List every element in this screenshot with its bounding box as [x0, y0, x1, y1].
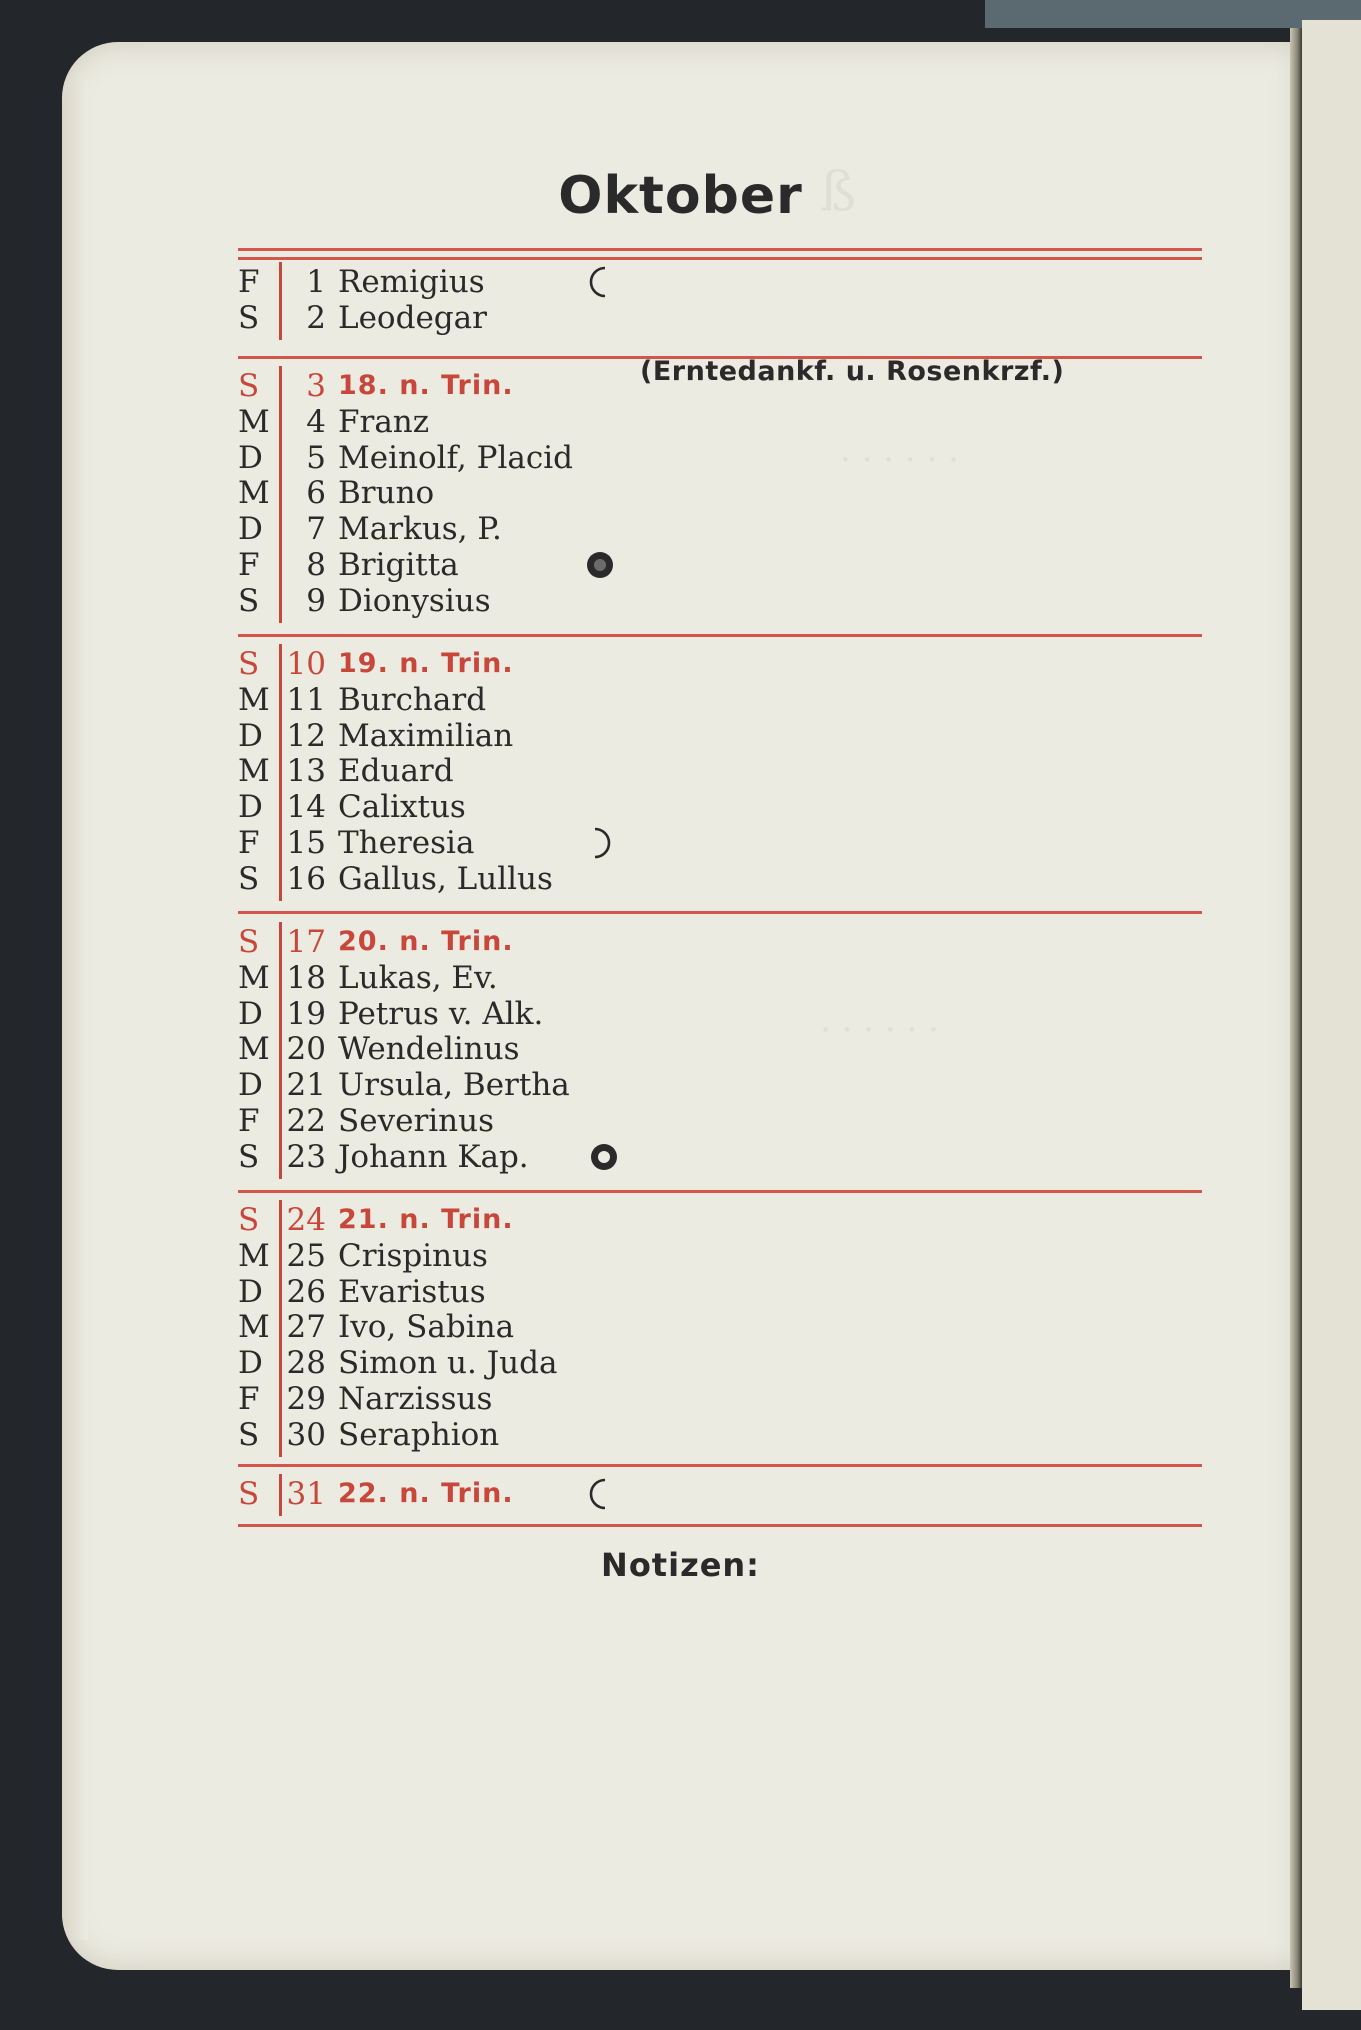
- weekday-letter: M: [238, 753, 270, 790]
- day-number: 18: [286, 959, 326, 996]
- weekday-letter: D: [238, 1345, 263, 1382]
- weekday-letter: S: [238, 1416, 260, 1453]
- saint-name: Leodegar: [338, 299, 487, 336]
- weekday-letter: S: [238, 646, 260, 682]
- saint-name: Ursula, Bertha: [338, 1067, 570, 1104]
- day-number: 31: [286, 1476, 326, 1512]
- day-number: 12: [286, 717, 326, 754]
- first-quarter-icon: [583, 826, 617, 860]
- day-number: 3: [306, 368, 326, 404]
- saint-name: Franz: [338, 403, 430, 440]
- weekday-letter: S: [238, 1476, 260, 1512]
- saint-name: Meinolf, Placid: [338, 439, 573, 476]
- day-number: 30: [286, 1416, 326, 1453]
- day-number: 2: [306, 299, 326, 336]
- saint-name: Ivo, Sabina: [338, 1309, 515, 1346]
- red-divider-rule: [238, 911, 1202, 914]
- weekday-letter: D: [238, 995, 263, 1032]
- saint-name: Calixtus: [338, 789, 466, 826]
- day-number: 11: [286, 681, 326, 718]
- saint-name: Johann Kap.: [338, 1138, 529, 1175]
- weekday-letter: M: [238, 681, 270, 718]
- saint-name: Eduard: [338, 753, 454, 790]
- saint-name: Simon u. Juda: [338, 1345, 558, 1382]
- day-number: 1: [306, 264, 326, 300]
- day-number: 16: [286, 860, 326, 897]
- saint-name: Markus, P.: [338, 511, 502, 548]
- day-number: 14: [286, 789, 326, 826]
- weekday-letter: S: [238, 860, 260, 897]
- sunday-label: 21. n. Trin.: [338, 1204, 514, 1235]
- saint-name: Bruno: [338, 475, 435, 512]
- day-number: 8: [306, 547, 326, 583]
- weekday-letter: D: [238, 789, 263, 826]
- new-moon-icon: [583, 548, 617, 582]
- book-gutter: [1290, 28, 1302, 1988]
- weekday-letter: M: [238, 475, 270, 512]
- saint-name: Petrus v. Alk.: [338, 995, 544, 1032]
- sunday-label: 20. n. Trin.: [338, 926, 514, 957]
- weekday-letter: D: [238, 1273, 263, 1310]
- weekday-letter: F: [238, 264, 260, 300]
- weekday-letter: F: [238, 547, 260, 583]
- weekday-letter: M: [238, 1237, 270, 1274]
- day-number: 22: [286, 1103, 326, 1139]
- day-number: 21: [286, 1067, 326, 1104]
- weekday-letter: S: [238, 1138, 260, 1175]
- saint-name: Gallus, Lullus: [338, 860, 553, 897]
- weekday-letter: F: [238, 825, 260, 861]
- day-number: 15: [286, 825, 326, 861]
- day-number: 28: [286, 1345, 326, 1382]
- saint-name: Brigitta: [338, 547, 459, 583]
- show-through-text: . . . . . .: [840, 430, 959, 470]
- red-divider-rule: [238, 248, 1202, 251]
- weekday-letter: M: [238, 1309, 270, 1346]
- weekday-letter: S: [238, 299, 260, 336]
- weekday-letter: D: [238, 717, 263, 754]
- weekday-letter: M: [238, 959, 270, 996]
- red-divider-rule: [238, 634, 1202, 637]
- day-number: 13: [286, 753, 326, 790]
- red-divider-rule: [238, 1524, 1202, 1527]
- last-quarter-icon: [583, 1477, 617, 1511]
- weekday-letter: F: [238, 1103, 260, 1139]
- saint-name: Seraphion: [338, 1416, 500, 1453]
- day-number: 6: [306, 475, 326, 512]
- sunday-label: 22. n. Trin.: [338, 1478, 514, 1509]
- full-moon-icon: [587, 1140, 621, 1174]
- month-title: Oktober: [558, 166, 803, 226]
- saint-name: Remigius: [338, 264, 485, 300]
- day-number: 7: [306, 511, 326, 548]
- saint-name: Evaristus: [338, 1273, 486, 1310]
- weekday-letter: D: [238, 439, 263, 476]
- day-number: 23: [286, 1138, 326, 1175]
- day-number: 4: [306, 403, 326, 440]
- day-number: 10: [286, 646, 326, 682]
- weekday-letter: S: [238, 368, 260, 404]
- harvest-festival-note: (Erntedankf. u. Rosenkrzf.): [640, 356, 1065, 387]
- saint-name: Theresia: [338, 825, 475, 861]
- weekday-letter: F: [238, 1381, 260, 1417]
- facing-page-edge: [1302, 20, 1361, 2010]
- day-number: 20: [286, 1031, 326, 1068]
- saint-name: Lukas, Ev.: [338, 959, 498, 996]
- weekday-letter: M: [238, 403, 270, 440]
- saint-name: Crispinus: [338, 1237, 488, 1274]
- weekday-letter: D: [238, 511, 263, 548]
- day-number: 17: [286, 924, 326, 960]
- page-curl-edge: [62, 80, 88, 1940]
- sunday-label: 18. n. Trin.: [338, 370, 514, 401]
- show-through-text: ß: [820, 160, 857, 223]
- weekday-letter: S: [238, 1202, 260, 1238]
- day-number: 29: [286, 1381, 326, 1417]
- red-divider-rule: [238, 1190, 1202, 1193]
- weekday-letter: M: [238, 1031, 270, 1068]
- notes-heading: Notizen:: [601, 1546, 760, 1584]
- day-number: 5: [306, 439, 326, 476]
- day-number: 26: [286, 1273, 326, 1310]
- day-number: 24: [286, 1202, 326, 1238]
- weekday-letter: D: [238, 1067, 263, 1104]
- day-number: 25: [286, 1237, 326, 1274]
- saint-name: Narzissus: [338, 1381, 493, 1417]
- show-through-text: . . . . . .: [820, 1000, 939, 1040]
- sunday-label: 19. n. Trin.: [338, 648, 514, 679]
- last-quarter-icon: [583, 265, 617, 299]
- day-number: 19: [286, 995, 326, 1032]
- weekday-letter: S: [238, 924, 260, 960]
- day-number: 9: [306, 582, 326, 619]
- saint-name: Burchard: [338, 681, 487, 718]
- weekday-letter: S: [238, 582, 260, 619]
- saint-name: Maximilian: [338, 717, 514, 754]
- red-divider-rule: [238, 1464, 1202, 1467]
- saint-name: Wendelinus: [338, 1031, 520, 1068]
- saint-name: Severinus: [338, 1103, 495, 1139]
- day-number: 27: [286, 1309, 326, 1346]
- saint-name: Dionysius: [338, 582, 491, 619]
